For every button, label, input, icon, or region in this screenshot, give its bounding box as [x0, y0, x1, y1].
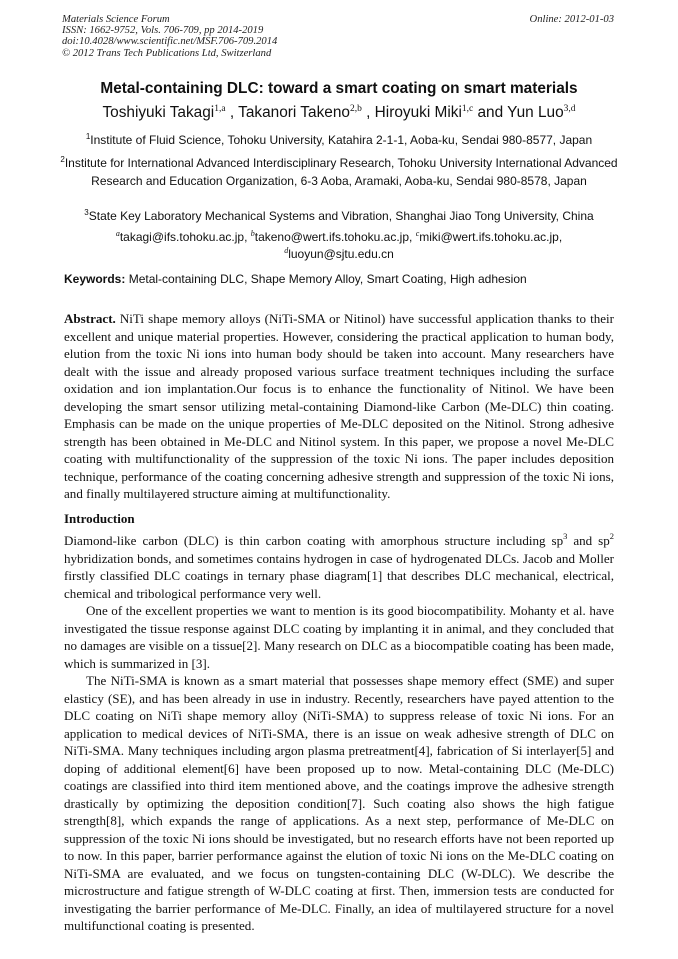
affiliation-2	[58, 155, 620, 190]
author-separator: and	[473, 104, 508, 121]
abstract	[64, 310, 614, 503]
text-run: and sp	[567, 533, 610, 548]
section-heading-introduction: Introduction	[64, 511, 135, 526]
doi-line: doi:10.4028/www.scientific.net/MSF.706-709.2014	[62, 36, 278, 48]
abstract-label: Abstract.	[64, 311, 116, 326]
author-name: Toshiyuki Takagi	[102, 104, 215, 121]
author-emails	[58, 229, 620, 263]
affiliation-num: 2	[60, 155, 65, 164]
introduction-body	[64, 532, 614, 935]
email-separator: ,	[558, 230, 563, 244]
keywords	[64, 272, 624, 286]
email-link[interactable]: takagi@ifs.tohoku.ac.jp	[119, 230, 245, 244]
email-sup: b	[250, 229, 255, 238]
email-link[interactable]: luoyun@sjtu.edu.cn	[288, 247, 394, 261]
email-separator: ,	[409, 230, 416, 244]
author-sup: 2,b	[349, 104, 362, 114]
text-run: Diamond-like carbon (DLC) is thin carbon coating with amorphous structure including sp	[64, 533, 564, 548]
affiliation-text: Institute for International Advanced Interdisciplinary Research, Tohoku University International Advanced Research and Education Organization, 6-3 Aoba, Aramaki, Aoba-ku, Sendai 980-8578, Japan	[64, 156, 618, 188]
affiliation-text: State Key Laboratory Mechanical Systems and Vibration, Shanghai Jiao Tong University, China	[88, 209, 594, 223]
author-separator: ,	[225, 104, 239, 121]
affiliation-3	[58, 208, 620, 226]
email-separator: ,	[244, 230, 251, 244]
author-sup: 3,d	[563, 104, 576, 114]
author-name: Takanori Takeno	[238, 104, 350, 121]
abstract-text: NiTi shape memory alloys (NiTi-SMA or Nitinol) have successful application thanks to their excellent and unique material properties. However, considering the practical application to human body, elution from the toxic Ni ions into human body should be taken into account. Many researchers have dealt with the issue and already proposed various surface treatment techniques including the surface oxidation and ion implantation.Our focus is to enhance the functionality of Nitinol. We have been developing the smart sensor utilizing metal-containing Diamond-like Carbon (Me-DLC) thin coating. Emphasis can be made on the unique properties of Me-DLC deposited on the Nitinol. Strong adhesive strength has been obtained in Me-DLC and Nitinol system. In this paper, we propose a novel Me-DLC coating with multifunctionality of the suppression of the toxic Ni ions. The paper includes deposition technique, performance of the coating concerning adhesive strength and suppression of the toxic Ni ions, and finally multilayered structure aiming at multifunctionality.	[64, 311, 614, 501]
intro-paragraph-1	[64, 532, 614, 602]
keywords-text: Metal-containing DLC, Shape Memory Alloy, Smart Coating, High adhesion	[128, 272, 527, 286]
email-sup: c	[415, 229, 420, 238]
author-name: Hiroyuki Miki	[374, 104, 462, 121]
copyright-line: © 2012 Trans Tech Publications Ltd, Switzerland	[62, 47, 272, 59]
keywords-label: Keywords:	[64, 272, 126, 286]
email-sup: a	[115, 229, 120, 238]
author-list	[40, 104, 638, 122]
superscript: 3	[563, 531, 568, 541]
author-sup: 1,a	[214, 104, 226, 114]
journal-name: Materials Science Forum	[62, 14, 170, 25]
intro-paragraph-3: The NiTi-SMA is known as a smart material that possesses shape memory effect (SME) and super elasticy (SE), and has been already in use in industry. Recently, researchers have payed attention to the DLC coating on NiTi shape memory alloy (NiTi-SMA) to suppress release of toxic Ni ions. For an application to medical devices of NiTi-SMA, there is an issue on weak adhesive strength of DLC on NiTi-SMA. Many techniques including argon plasma pretreatment[4], fabrication of Si interlayer[5] and doping of additional element[6] have been proposed up to now. Metal-containing DLC (Me-DLC) coatings are classified into third item mentioned above, and the coatings improve the adhesive strength drastically by optimizing the deposition condition[7]. Such coating also shows the high fatigue strength[8], which expands the range of applications. As a next step, performance of Me-DLC on suppression of the toxic Ni ions should be investigated, but no research efforts have not been reported up to now. In this paper, barrier performance against the elution of toxic Ni ions on the Me-DLC coating on NiTi-SMA are evaluated, and we focus on tungsten-containing DLC (W-DLC). We describe the microstructure and fatigue strength of W-DLC coating at first. Then, immersion tests are conducted for investigating the barrier performance of Me-DLC. Finally, an idea of multilayered structure for a novel multifunctional coating is presented.	[64, 673, 614, 933]
affiliation-text: Institute of Fluid Science, Tohoku University, Katahira 2-1-1, Aoba-ku, Sendai 980-8577, Japan	[90, 133, 593, 147]
affiliation-num: 3	[84, 208, 89, 217]
journal-header	[62, 14, 277, 59]
paper-title: Metal-containing DLC: toward a smart coating on smart materials	[100, 80, 578, 97]
email-link[interactable]: takeno@wert.ifs.tohoku.ac.jp	[254, 230, 410, 244]
author-name: Yun Luo	[507, 104, 564, 121]
email-sup: d	[284, 246, 289, 255]
text-run: hybridization bonds, and sometimes contains hydrogen in case of hydrogenated DLCs. Jacob and Moller firstly classified DLC coatings in ternary phase diagram[1] that describes DLC mechanical, electrical, chemical and tribological performance very well.	[64, 550, 614, 601]
email-link[interactable]: miki@wert.ifs.tohoku.ac.jp	[419, 230, 559, 244]
intro-paragraph-2: One of the excellent properties we want to mention is its good biocompatibility. Mohanty et al. have investigated the tissue response against DLC coating by implanting it in animal, and they concluded that no damages are visible on a tissue[2]. Many research on DLC as a biocompatible coating has been made, which is summarized in [3].	[64, 603, 614, 671]
issn-line: ISSN: 1662-9752, Vols. 706-709, pp 2014-2019	[62, 25, 264, 37]
superscript: 2	[609, 531, 614, 541]
affiliation-num: 1	[85, 132, 91, 141]
affiliation-1	[58, 132, 620, 150]
author-sup: 1,c	[461, 104, 474, 114]
online-date: Online: 2012-01-03	[529, 14, 614, 25]
author-separator: ,	[361, 104, 375, 121]
